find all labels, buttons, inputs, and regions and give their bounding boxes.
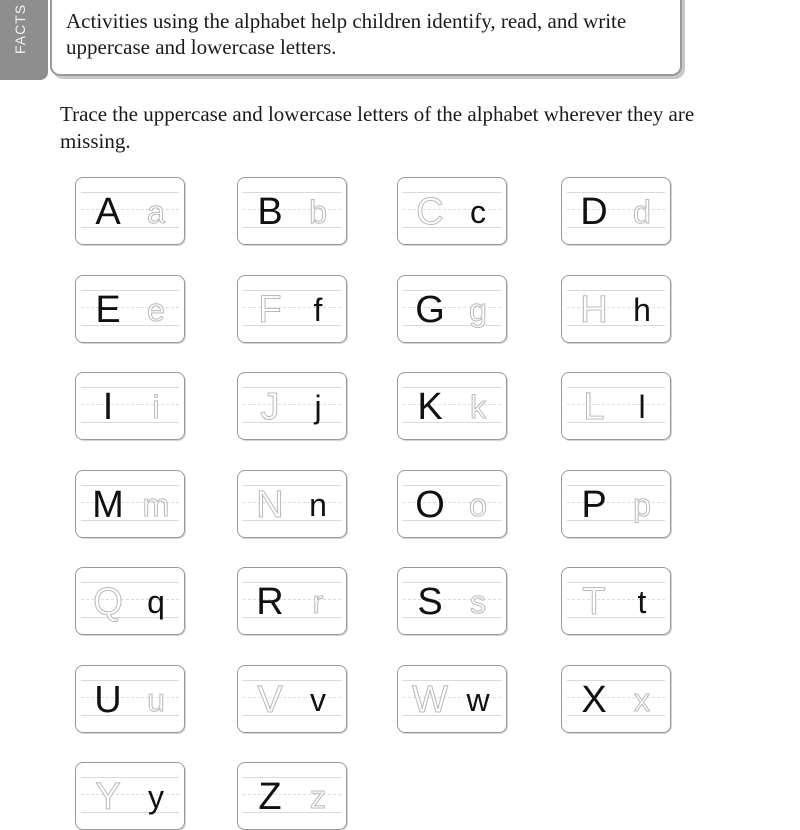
facts-side-tab xyxy=(0,0,48,80)
letter-card-u xyxy=(75,665,185,733)
letter-card-c xyxy=(397,177,507,245)
lowercase-letter: b xyxy=(309,194,327,230)
lowercase-letter: r xyxy=(312,584,324,620)
lowercase-letter: m xyxy=(142,487,170,523)
letter-card-q xyxy=(75,567,185,635)
letter-card-d xyxy=(561,177,671,245)
uppercase-letter: D xyxy=(580,191,608,233)
lowercase-letter: n xyxy=(309,487,327,523)
lowercase-letter: d xyxy=(633,194,651,230)
lowercase-letter: t xyxy=(637,584,647,620)
letter-card-s xyxy=(397,567,507,635)
uppercase-letter: C xyxy=(416,191,444,233)
letter-card-x xyxy=(561,665,671,733)
lowercase-letter: a xyxy=(147,194,165,230)
uppercase-letter: P xyxy=(581,484,607,526)
uppercase-letter: H xyxy=(580,289,608,331)
lowercase-letter: w xyxy=(466,682,490,718)
uppercase-letter: Q xyxy=(93,581,123,623)
uppercase-letter: B xyxy=(257,191,283,233)
lowercase-letter: c xyxy=(470,194,486,230)
lowercase-letter: s xyxy=(470,584,486,620)
uppercase-letter: Y xyxy=(95,776,121,818)
letter-card-z xyxy=(237,762,347,830)
letter-card-b xyxy=(237,177,347,245)
instructions-text: Trace the uppercase and lowercase letters of the alphabet wherever they are missing. xyxy=(60,102,695,153)
letter-card-y xyxy=(75,762,185,830)
letter-card-g xyxy=(397,275,507,343)
uppercase-letter: M xyxy=(92,484,124,526)
letter-card-a xyxy=(75,177,185,245)
uppercase-letter: A xyxy=(95,191,121,233)
letter-card-l xyxy=(561,372,671,440)
uppercase-letter: J xyxy=(260,386,280,428)
letter-card-n xyxy=(237,470,347,538)
uppercase-letter: S xyxy=(417,581,443,623)
uppercase-letter: Z xyxy=(258,776,282,818)
letter-card-m xyxy=(75,470,185,538)
uppercase-letter: V xyxy=(257,679,283,721)
letter-card-w xyxy=(397,665,507,733)
fact-text: Activities using the alphabet help children identify, read, and write uppercase and lowercase letters. xyxy=(66,9,627,59)
letter-card-k xyxy=(397,372,507,440)
lowercase-letter: e xyxy=(147,292,165,328)
letter-card-e xyxy=(75,275,185,343)
uppercase-letter: E xyxy=(95,289,121,331)
uppercase-letter: X xyxy=(581,679,607,721)
lowercase-letter: j xyxy=(314,389,322,425)
lowercase-letter: x xyxy=(634,682,650,718)
letter-card-t xyxy=(561,567,671,635)
lowercase-letter: i xyxy=(152,389,160,425)
lowercase-letter: h xyxy=(633,292,651,328)
uppercase-letter: F xyxy=(258,289,282,331)
uppercase-letter: W xyxy=(412,679,448,721)
uppercase-letter: N xyxy=(256,484,284,526)
lowercase-letter: g xyxy=(469,292,487,328)
lowercase-letter: u xyxy=(147,682,165,718)
lowercase-letter: q xyxy=(147,584,165,620)
letter-card-f xyxy=(237,275,347,343)
letter-card-i xyxy=(75,372,185,440)
uppercase-letter: R xyxy=(256,581,284,623)
uppercase-letter: L xyxy=(583,386,605,428)
uppercase-letter: I xyxy=(102,386,114,428)
lowercase-letter: z xyxy=(310,779,326,815)
uppercase-letter: U xyxy=(94,679,122,721)
lowercase-letter: l xyxy=(638,389,646,425)
letter-card-j xyxy=(237,372,347,440)
uppercase-letter: K xyxy=(417,386,443,428)
letter-card-o xyxy=(397,470,507,538)
lowercase-letter: f xyxy=(313,292,323,328)
lowercase-letter: y xyxy=(148,779,164,815)
lowercase-letter: o xyxy=(469,487,487,523)
facts-side-tab-label: FACTS xyxy=(12,3,28,54)
lowercase-letter: p xyxy=(633,487,651,523)
letter-card-r xyxy=(237,567,347,635)
uppercase-letter: T xyxy=(582,581,606,623)
letter-card-v xyxy=(237,665,347,733)
lowercase-letter: v xyxy=(310,682,326,718)
uppercase-letter: G xyxy=(415,289,445,331)
letter-grid xyxy=(75,177,675,817)
letter-card-p xyxy=(561,470,671,538)
lowercase-letter: k xyxy=(470,389,486,425)
letter-card-h xyxy=(561,275,671,343)
uppercase-letter: O xyxy=(415,484,445,526)
